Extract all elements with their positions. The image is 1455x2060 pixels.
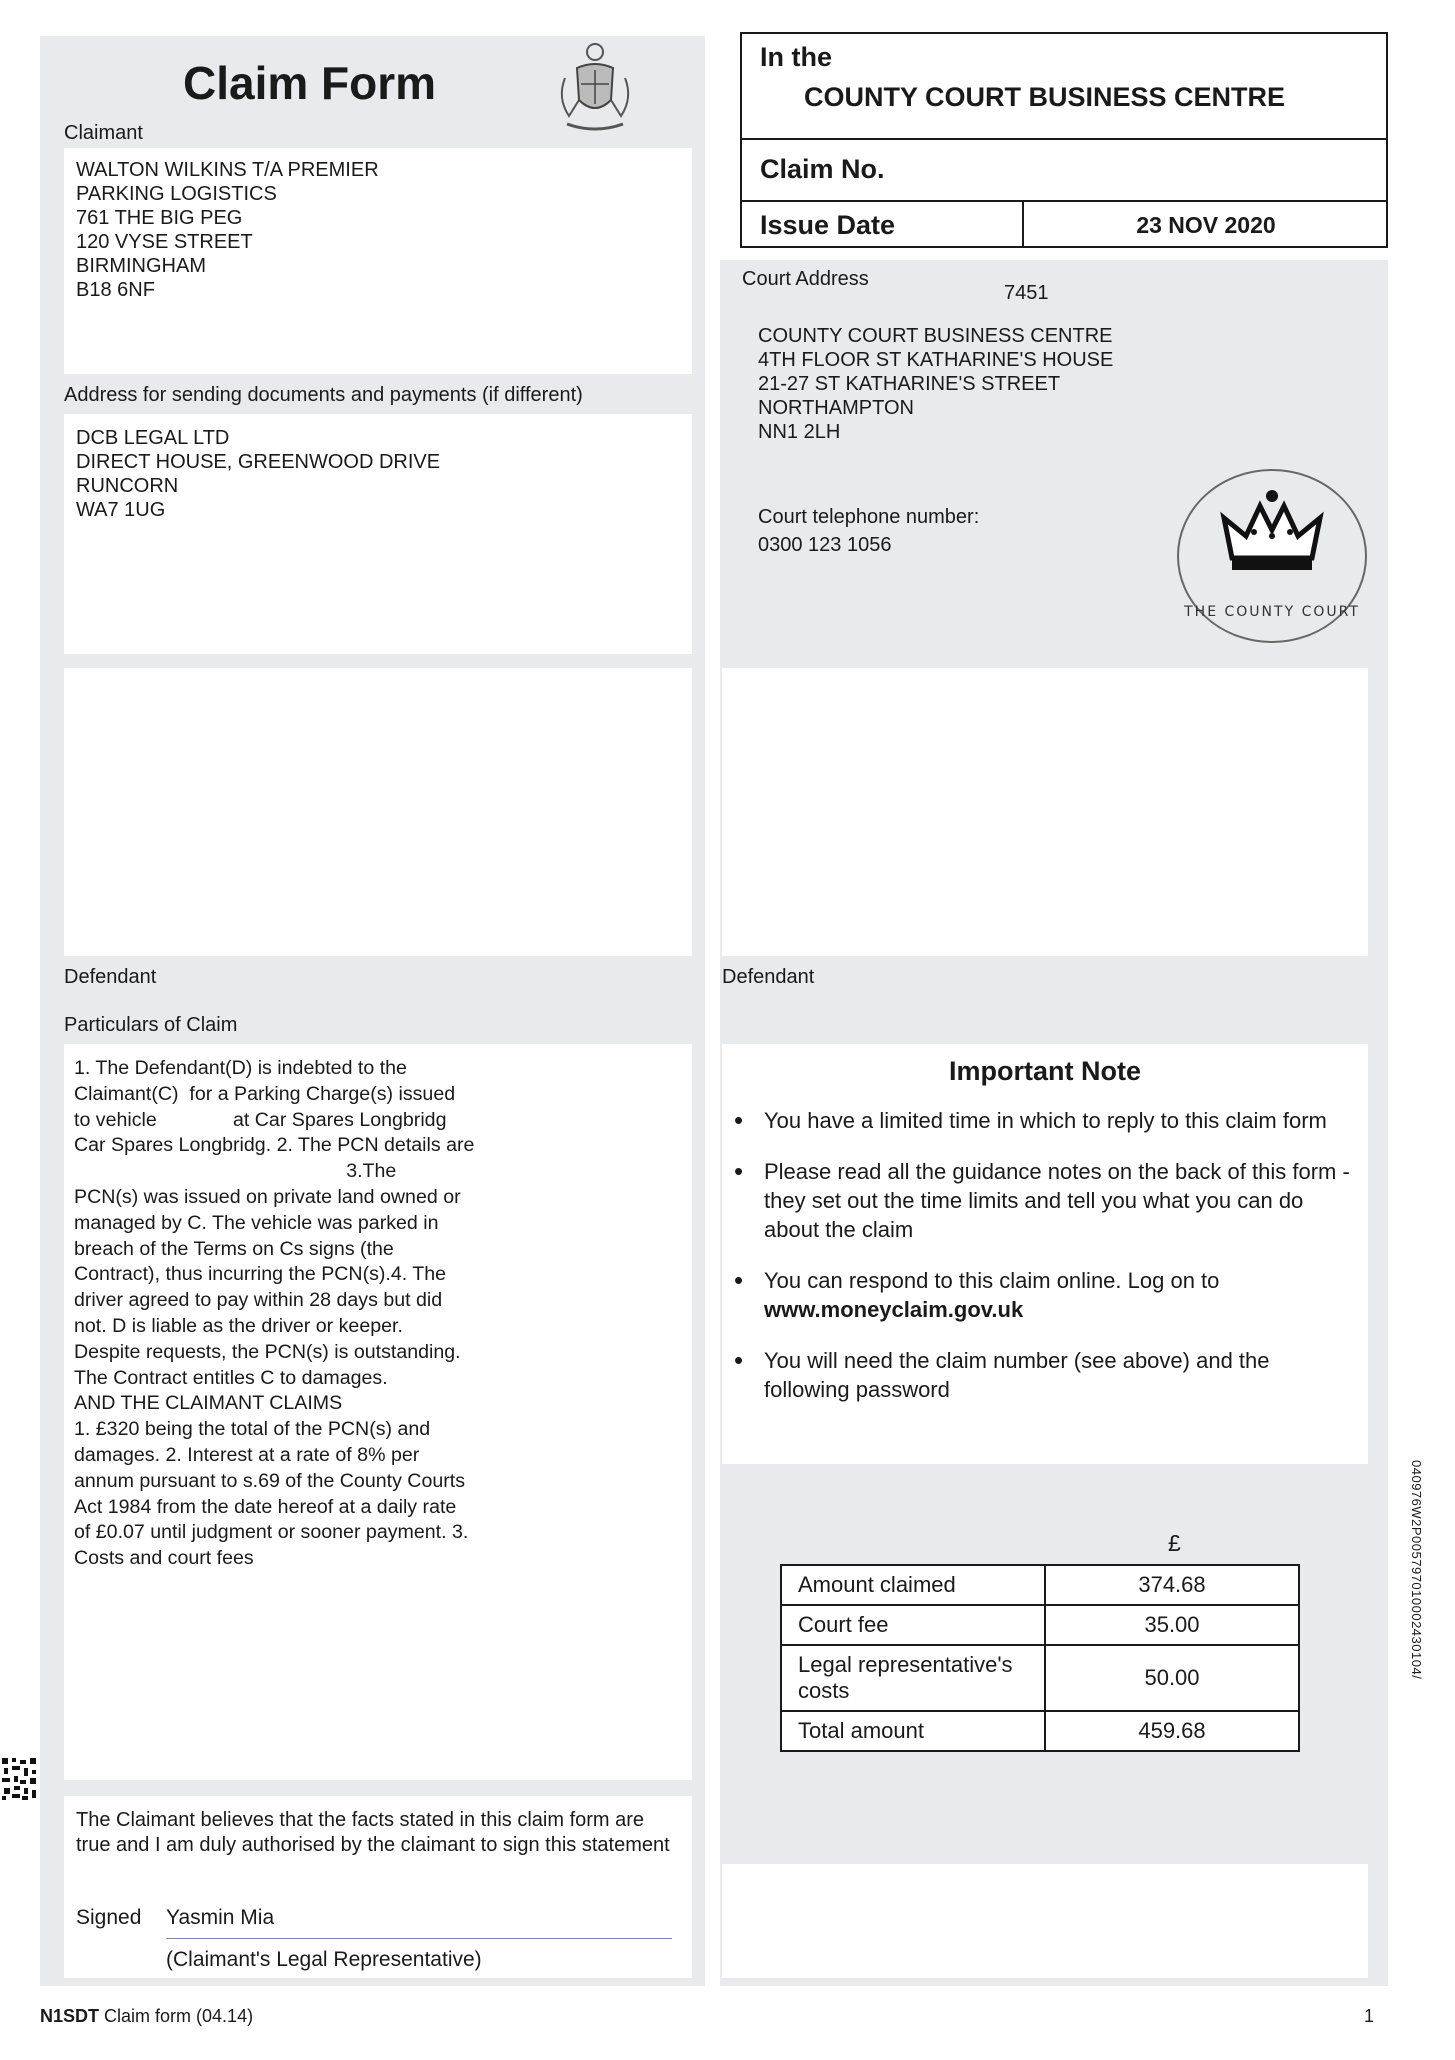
important-note-item bbox=[730, 1157, 1360, 1244]
court-name: COUNTY COURT BUSINESS CENTRE bbox=[804, 82, 1286, 112]
amount-label: Amount claimed bbox=[781, 1565, 1045, 1605]
barcode-icon bbox=[0, 1756, 40, 1802]
particulars-line: Claimant(C) for a Parking Charge(s) issued bbox=[74, 1082, 456, 1105]
defendant-box-left bbox=[64, 668, 692, 956]
particulars-line: 3.The bbox=[74, 1160, 397, 1183]
particulars-line: damages. 2. Interest at a rate of 8% per bbox=[74, 1443, 420, 1466]
particulars-line: Despite requests, the PCN(s) is outstanding. bbox=[74, 1340, 461, 1363]
particulars-line: not. D is liable as the driver or keeper. bbox=[74, 1314, 403, 1337]
claimant-address bbox=[76, 158, 379, 302]
claimant-line: 120 VYSE STREET bbox=[76, 231, 253, 253]
in-the-label: In the bbox=[760, 42, 832, 72]
sending-address bbox=[76, 426, 440, 522]
particulars-line: driver agreed to pay within 28 days but did bbox=[74, 1289, 443, 1312]
issue-date-box bbox=[740, 200, 1388, 248]
particulars-line: Costs and court fees bbox=[74, 1547, 254, 1570]
claimant-line: B18 6NF bbox=[76, 279, 155, 301]
claim-no-box bbox=[740, 138, 1388, 202]
statement-box bbox=[64, 1796, 692, 1978]
particulars-text bbox=[74, 1056, 474, 1572]
particulars-line: AND THE CLAIMANT CLAIMS bbox=[74, 1392, 343, 1415]
court-phone-value: 0300 123 1056 bbox=[758, 534, 892, 556]
defendant-label-left: Defendant bbox=[64, 966, 157, 988]
amount-value: 35.00 bbox=[1045, 1605, 1299, 1645]
signature-line bbox=[166, 1938, 672, 1939]
court-name-box bbox=[740, 32, 1388, 140]
court-address-line: 21-27 ST KATHARINE'S STREET bbox=[758, 373, 1061, 395]
amount-label: Legal representative's costs bbox=[781, 1645, 1045, 1711]
claimant-box bbox=[64, 148, 692, 374]
court-address-code: 7451 bbox=[1004, 282, 1049, 304]
particulars-label: Particulars of Claim bbox=[64, 1014, 238, 1036]
important-note-item bbox=[730, 1346, 1360, 1404]
court-phone-label: Court telephone number: bbox=[758, 506, 980, 528]
court-address bbox=[758, 324, 1113, 444]
court-address-line: NN1 2LH bbox=[758, 421, 841, 443]
important-note-list bbox=[730, 1106, 1360, 1426]
table-row bbox=[781, 1565, 1299, 1605]
note-text: Please read all the guidance notes on the back of this form - they set out the time limits and tell you what you can do about the claim bbox=[764, 1159, 1350, 1242]
claimant-line: 761 THE BIG PEG bbox=[76, 207, 243, 229]
particulars-line: to vehicle at Car Spares Longbridg bbox=[74, 1108, 447, 1131]
signed-label: Signed bbox=[76, 1906, 142, 1929]
defendant-box-right bbox=[722, 668, 1368, 956]
coat-of-arms-icon bbox=[555, 38, 635, 138]
note-text: You have a limited time in which to reply to this claim form bbox=[764, 1108, 1327, 1133]
table-row bbox=[781, 1711, 1299, 1751]
claim-no-label: Claim No. bbox=[760, 154, 885, 184]
amount-value: 459.68 bbox=[1045, 1711, 1299, 1751]
amount-value: 50.00 bbox=[1045, 1645, 1299, 1711]
particulars-line: PCN(s) was issued on private land owned or bbox=[74, 1185, 461, 1208]
form-title: Claim Form bbox=[183, 57, 437, 109]
defendant-label-right: Defendant bbox=[722, 966, 815, 988]
sending-address-line: RUNCORN bbox=[76, 475, 179, 497]
claimant-line: WALTON WILKINS T/A PREMIER bbox=[76, 159, 379, 181]
page-number: 1 bbox=[1364, 2006, 1375, 2026]
sending-address-line: WA7 1UG bbox=[76, 499, 166, 521]
crown-icon bbox=[1224, 490, 1320, 570]
signed-name: Yasmin Mia bbox=[166, 1906, 275, 1929]
particulars-line: Car Spares Longbridg. 2. The PCN details are bbox=[74, 1134, 475, 1157]
footer bbox=[40, 2006, 253, 2027]
issue-date-value: 23 NOV 2020 bbox=[1136, 212, 1276, 238]
amounts-table bbox=[780, 1564, 1300, 1752]
particulars-line: of £0.07 until judgment or sooner payment. 3. bbox=[74, 1521, 469, 1544]
claimant-label: Claimant bbox=[64, 122, 143, 144]
particulars-line: Contract), thus incurring the PCN(s).4. The bbox=[74, 1263, 447, 1286]
sending-address-box bbox=[64, 414, 692, 654]
table-row bbox=[781, 1645, 1299, 1711]
note-text: You will need the claim number (see above) and the following password bbox=[764, 1348, 1270, 1402]
court-address-line: NORTHAMPTON bbox=[758, 397, 914, 419]
statement-text: The Claimant believes that the facts stated in this claim form are true and I am duly authorised by the claimant to sign this statement bbox=[76, 1809, 670, 1856]
currency-symbol: £ bbox=[1168, 1530, 1181, 1556]
important-note-title: Important Note bbox=[949, 1056, 1141, 1086]
amount-value: 374.68 bbox=[1045, 1565, 1299, 1605]
particulars-box bbox=[64, 1044, 692, 1780]
sending-address-line: DCB LEGAL LTD bbox=[76, 427, 230, 449]
county-court-seal bbox=[1174, 466, 1370, 646]
particulars-line: 1. £320 being the total of the PCN(s) and bbox=[74, 1418, 431, 1441]
particulars-line: managed by C. The vehicle was parked in bbox=[74, 1211, 439, 1234]
seal-text: THE COUNTY COURT bbox=[1184, 604, 1360, 620]
particulars-line: 1. The Defendant(D) is indebted to the bbox=[74, 1057, 407, 1079]
particulars-line: breach of the Terms on Cs signs (the bbox=[74, 1237, 394, 1260]
form-version: Claim form (04.14) bbox=[104, 2006, 254, 2026]
sending-address-line: DIRECT HOUSE, GREENWOOD DRIVE bbox=[76, 451, 441, 473]
side-code: 040976W2P005797010002430104/ bbox=[1409, 1460, 1424, 1680]
table-row bbox=[781, 1605, 1299, 1645]
signatory-capacity: (Claimant's Legal Representative) bbox=[166, 1948, 482, 1971]
claimant-line: BIRMINGHAM bbox=[76, 255, 206, 277]
issue-date-label: Issue Date bbox=[760, 210, 896, 240]
important-note-item bbox=[730, 1106, 1360, 1135]
particulars-line: annum pursuant to s.69 of the County Courts bbox=[74, 1469, 466, 1492]
court-address-label: Court Address bbox=[742, 268, 869, 290]
important-note-item bbox=[730, 1266, 1360, 1324]
particulars-line: The Contract entitles C to damages. bbox=[74, 1366, 388, 1389]
amount-label: Total amount bbox=[781, 1711, 1045, 1751]
claimant-line: PARKING LOGISTICS bbox=[76, 183, 277, 205]
important-note-box bbox=[722, 1044, 1368, 1464]
statement-box-right bbox=[722, 1864, 1368, 1978]
amount-label: Court fee bbox=[781, 1605, 1045, 1645]
court-address-line: COUNTY COURT BUSINESS CENTRE bbox=[758, 325, 1113, 347]
court-address-line: 4TH FLOOR ST KATHARINE'S HOUSE bbox=[758, 349, 1114, 371]
particulars-line: Act 1984 from the date hereof at a daily rate bbox=[74, 1495, 457, 1518]
moneyclaim-link[interactable]: www.moneyclaim.gov.uk bbox=[764, 1297, 1024, 1322]
note-text: You can respond to this claim online. Log on to bbox=[764, 1268, 1220, 1293]
form-code: N1SDT bbox=[40, 2006, 100, 2026]
sending-address-label: Address for sending documents and payments (if different) bbox=[64, 384, 583, 406]
